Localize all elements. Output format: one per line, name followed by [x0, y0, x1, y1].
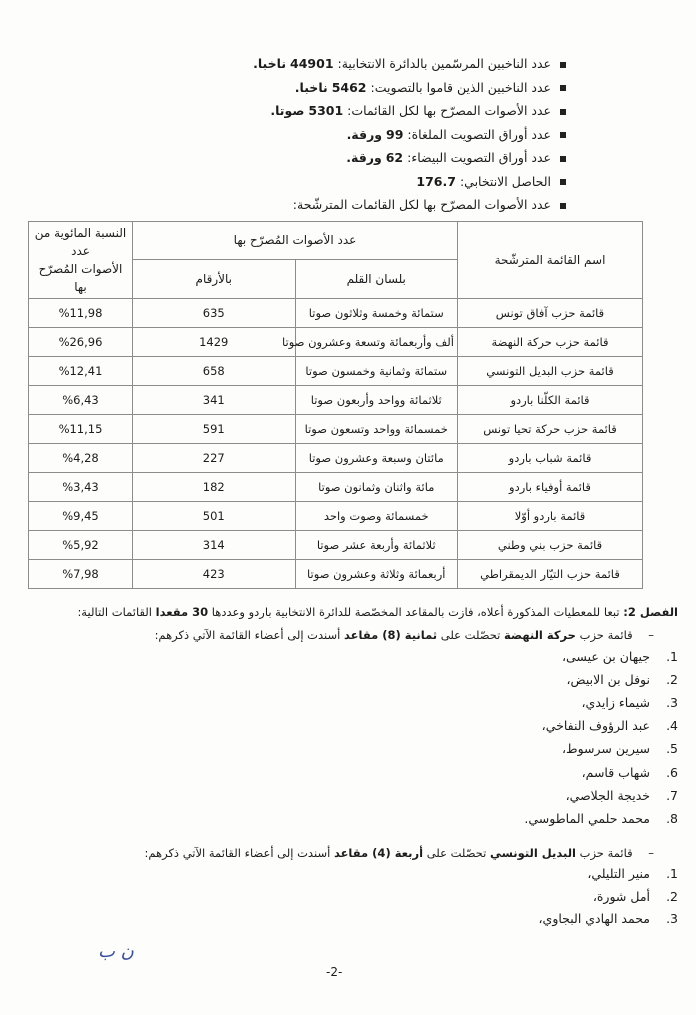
member-name: منير التليلي،: [587, 866, 650, 882]
member-item: [20, 761, 678, 784]
summary-value: 5301: [308, 103, 344, 118]
member-number: 1.: [666, 866, 678, 882]
summary-item: [20, 193, 566, 217]
cell-votes-digits: 658: [133, 356, 296, 385]
cell-votes-words: مائتان وسبعة وعشرون صوتا: [295, 443, 458, 472]
cell-list-name: قائمة حزب حركة تحيا تونس: [458, 414, 643, 443]
table-row: [29, 472, 643, 501]
member-item: [20, 784, 678, 807]
cell-votes-words: ستمائة وثمانية وخمسون صوتا: [295, 356, 458, 385]
members-list-badil: [20, 863, 678, 931]
summary-value: 5462: [331, 79, 367, 95]
list-mid: تحصّلت على: [440, 627, 501, 642]
table-row: [29, 530, 643, 559]
bullet-square-icon: [560, 62, 566, 68]
member-item: [20, 645, 678, 668]
member-item: [20, 807, 678, 830]
cell-votes-digits: 1429: [133, 327, 296, 356]
list-heading-badil: [60, 844, 654, 863]
member-number: 2.: [666, 888, 678, 904]
cell-votes-words: مائة واثنان وثمانون صوتا: [295, 472, 458, 501]
member-name: خديجة الجلاصي،: [565, 787, 650, 803]
results-table: [28, 221, 643, 589]
member-number: 8.: [666, 810, 678, 826]
table-row: [29, 501, 643, 530]
page-number: -2-: [326, 964, 343, 979]
member-name: محمد الهادي البجاوي،: [538, 911, 650, 927]
handwritten-initials: ن ب: [98, 940, 134, 962]
summary-label: عدد الناخبين الذين قاموا بالتصويت:: [370, 79, 551, 95]
member-name: أمل شورة،: [592, 888, 650, 904]
summary-unit: ورقة.: [346, 150, 382, 165]
summary-item: [20, 76, 566, 100]
member-name: شهاب قاسم،: [581, 764, 650, 780]
member-name: سيرين سرسوط،: [561, 741, 650, 757]
member-name: محمد حلمي الماطوسي.: [524, 810, 650, 826]
member-item: [20, 863, 678, 886]
cell-list-name: قائمة أوفياء باردو: [458, 472, 643, 501]
bullet-square-icon: [560, 156, 566, 162]
list-suffix: أسندت إلى أعضاء القائمة الآتي ذكرهم:: [144, 846, 331, 861]
cell-percentage: %12,41: [29, 356, 133, 385]
member-name: شيماء زايدي،: [581, 694, 650, 710]
bullet-square-icon: [560, 203, 566, 209]
member-number: 4.: [666, 718, 678, 734]
header-percentage: [29, 221, 133, 298]
list-prefix: قائمة حزب: [579, 846, 633, 861]
cell-percentage: %5,92: [29, 530, 133, 559]
list-seats: أربعة (4) مقاعد: [333, 846, 424, 861]
cell-list-name: قائمة حزب البديل التونسي: [458, 356, 643, 385]
summary-item: [20, 170, 566, 194]
dash-icon: –: [648, 627, 654, 642]
summary-value: 176.7: [416, 173, 456, 189]
table-row: [29, 385, 643, 414]
cell-percentage: %11,98: [29, 298, 133, 327]
summary-value: 62: [385, 150, 404, 165]
cell-list-name: قائمة حزب بني وطني: [458, 530, 643, 559]
cell-votes-digits: 341: [133, 385, 296, 414]
summary-unit: ورقة.: [346, 126, 383, 142]
cell-percentage: %11,15: [29, 414, 133, 443]
list-seats: ثمانية (8) مقاعد: [344, 627, 438, 642]
summary-list: [20, 52, 566, 217]
cell-votes-digits: 423: [133, 559, 296, 588]
cell-votes-words: ثلاثمائة وواحد وأربعون صوتا: [295, 385, 458, 414]
header-percentage-line1: النسبة المائوية من عدد: [34, 225, 127, 258]
list-prefix: قائمة حزب: [579, 627, 633, 642]
cell-votes-digits: 314: [133, 530, 296, 559]
cell-list-name: قائمة شباب باردو: [458, 443, 643, 472]
member-item: [20, 714, 678, 737]
cell-votes-digits: 501: [133, 501, 296, 530]
cell-list-name: قائمة باردو أوّلا: [458, 501, 643, 530]
summary-label: عدد أوراق التصويت البيضاء:: [407, 150, 551, 165]
cell-votes-digits: 227: [133, 443, 296, 472]
member-item: [20, 668, 678, 691]
cell-votes-digits: 635: [133, 298, 296, 327]
summary-value: 44901: [290, 56, 334, 71]
cell-votes-words: خمسمائة وواحد وتسعون صوتا: [295, 414, 458, 443]
chapter-label: الفصل 2:: [623, 604, 678, 619]
list-suffix: أسندت إلى أعضاء القائمة الآتي ذكرهم:: [154, 627, 341, 642]
header-words: بلسان القلم: [295, 260, 458, 299]
chapter-text-end: القائمات التالية:: [77, 604, 152, 619]
summary-item: [20, 146, 566, 170]
summary-label: عدد أوراق التصويت الملغاة:: [407, 126, 551, 142]
cell-votes-words: خمسمائة وصوت واحد: [295, 501, 458, 530]
dash-icon: –: [648, 846, 654, 861]
cell-list-name: قائمة حزب التيّار الديمقراطي: [458, 559, 643, 588]
bullet-square-icon: [560, 85, 566, 91]
member-item: [20, 691, 678, 714]
page-footer: [20, 935, 678, 995]
member-number: 5.: [666, 741, 678, 757]
summary-value: 99: [386, 126, 404, 142]
member-name: جيهان بن عيسى،: [561, 648, 650, 664]
member-number: 6.: [666, 764, 678, 780]
summary-label: عدد الناخبين المرسّمين بالدائرة الانتخابية:: [337, 56, 551, 71]
header-percentage-line2: الأصوات المُصرّح بها: [38, 261, 123, 294]
cell-votes-words: ثلاثمائة وأربعة عشر صوتا: [295, 530, 458, 559]
summary-unit: ناخبا.: [253, 56, 287, 71]
cell-list-name: قائمة حزب آفاق تونس: [458, 298, 643, 327]
members-list-ennahdha: [20, 645, 678, 831]
member-item: [20, 908, 678, 931]
table-row: [29, 327, 643, 356]
list-party: البديل التونسي: [489, 846, 576, 861]
table-row: [29, 414, 643, 443]
member-item: [20, 737, 678, 760]
bullet-square-icon: [560, 179, 566, 185]
table-row: [29, 559, 643, 588]
header-digits: بالأرقام: [133, 260, 296, 299]
summary-label: عدد الأصوات المصرّح بها لكل القائمات:: [347, 103, 551, 118]
cell-percentage: %9,45: [29, 501, 133, 530]
member-number: 3.: [666, 911, 678, 927]
chapter-2-paragraph: [40, 603, 678, 622]
cell-percentage: %4,28: [29, 443, 133, 472]
cell-list-name: قائمة الكلّنا باردو: [458, 385, 643, 414]
summary-label: عدد الأصوات المصرّح بها لكل القائمات المترشّحة:: [292, 197, 551, 212]
list-party: حركة النهضة: [504, 627, 576, 642]
member-number: 7.: [666, 787, 678, 803]
cell-percentage: %3,43: [29, 472, 133, 501]
cell-percentage: %6,43: [29, 385, 133, 414]
cell-votes-words: أربعمائة وثلاثة وعشرون صوتا: [295, 559, 458, 588]
member-name: عبد الرؤوف النفاخي،: [541, 718, 650, 734]
member-number: 2.: [666, 671, 678, 687]
table-row: [29, 443, 643, 472]
list-mid: تحصّلت على: [426, 846, 487, 861]
member-name: نوفل بن الابيض،: [566, 671, 650, 687]
summary-unit: ناخبا.: [294, 79, 328, 95]
bullet-square-icon: [560, 132, 566, 138]
summary-item: [20, 123, 566, 147]
list-heading-ennahdha: [60, 626, 654, 645]
cell-votes-words: ستمائة وخمسة وثلاثون صوتا: [295, 298, 458, 327]
cell-percentage: %26,96: [29, 327, 133, 356]
summary-unit: صوتا.: [270, 103, 305, 118]
results-table-body: [29, 298, 643, 588]
member-number: 3.: [666, 694, 678, 710]
cell-votes-words: ألف وأربعمائة وتسعة وعشرون صوتا: [295, 327, 458, 356]
cell-list-name: قائمة حزب حركة النهضة: [458, 327, 643, 356]
chapter-text: تبعا للمعطيات المذكورة أعلاه، فازت بالمقاعد المخصّصة للدائرة الانتخابية باردو وعددها: [211, 604, 620, 619]
cell-votes-digits: 182: [133, 472, 296, 501]
summary-item: [20, 99, 566, 123]
bullet-square-icon: [560, 109, 566, 115]
summary-item: [20, 52, 566, 76]
cell-votes-digits: 591: [133, 414, 296, 443]
table-row: [29, 356, 643, 385]
header-list-name: اسم القائمة المترشّحة: [458, 221, 643, 298]
member-number: 1.: [666, 648, 678, 664]
header-votes-group: عدد الأصوات المُصرّح بها: [133, 221, 458, 260]
chapter-seats: 30 مقعدا: [155, 604, 209, 619]
table-row: [29, 298, 643, 327]
summary-label: الحاصل الانتخابي:: [459, 173, 551, 189]
member-item: [20, 886, 678, 909]
cell-percentage: %7,98: [29, 559, 133, 588]
